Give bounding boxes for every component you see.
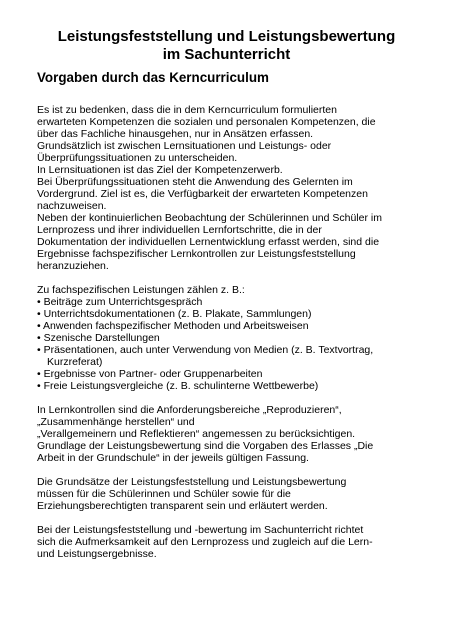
text-line: über das Fachliche hinausgehen, nur in Ansätzen erfassen. [37,128,314,140]
text-line: Arbeit in der Grundschule“ in der jeweils gültigen Fassung. [37,452,309,464]
list-item: • Anwenden fachspezifischer Methoden und Arbeitsweisen [37,320,309,332]
list-item: • Beiträge zum Unterrichtsgespräch [37,296,203,308]
text-line: Lernprozess und ihrer individuellen Lernfortschritte, die in der [37,224,322,236]
list-item: • Unterrichtsdokumentationen (z. B. Plakate, Sammlungen) [37,308,312,320]
text-line: Bei der Leistungsfeststellung und -bewertung im Sachunterricht richtet [37,524,364,536]
list-intro: Zu fachspezifischen Leistungen zählen z. B.: [37,284,245,296]
text-line: Ergebnisse fachspezifischer Lernkontrollen zur Leistungsfeststellung [37,248,356,260]
list-item: • Freie Leistungsvergleiche (z. B. schulinterne Wettbewerbe) [37,380,319,392]
text-line: In Lernkontrollen sind die Anforderungsbereiche „Reproduzieren“, [37,404,342,416]
text-line: Grundlage der Leistungsbewertung sind die Vorgaben des Erlasses „Die [37,440,374,452]
text-line: nachzuweisen. [37,200,107,212]
text-line: Die Grundsätze der Leistungsfeststellung und Leistungsbewertung [37,476,347,488]
text-line: Vordergrund. Ziel ist es, die Verfügbarkeit der erwarteten Kompetenzen [37,188,368,200]
text-line: Grundsätzlich ist zwischen Lernsituationen und Leistungs- oder [37,140,332,152]
text-line: Neben der kontinuierlichen Beobachtung der Schülerinnen und Schüler im [37,212,382,224]
document-title-line-1: Leistungsfeststellung und Leistungsbewertung [57,28,396,45]
text-line: Überprüfungssituationen zu unterscheiden. [37,152,238,164]
list-item: • Szenische Darstellungen [37,332,160,344]
text-line: erwarteten Kompetenzen die sozialen und personalen Kompetenzen, die [37,116,376,128]
text-line: heranzuziehen. [37,260,109,272]
section-subtitle: Vorgaben durch das Kerncurriculum [37,70,269,85]
list-item: • Ergebnisse von Partner- oder Gruppenarbeiten [37,368,263,380]
text-line: sich die Aufmerksamkeit auf den Lernprozess und zugleich auf die Lern- [37,536,373,548]
text-line: Erziehungsberechtigten transparent sein und erläutert werden. [37,500,328,512]
document-title-line-2: im Sachunterricht [162,46,291,63]
list-item: • Präsentationen, auch unter Verwendung von Medien (z. B. Textvortrag, [37,344,374,356]
text-line: „Zusammenhänge herstellen“ und [37,416,195,428]
text-line: und Leistungsergebnisse. [37,548,157,560]
text-line: Dokumentation der individuellen Lernentwicklung erfasst werden, sind die [37,236,380,248]
list-item-continuation: Kurzreferat) [47,356,103,368]
text-line: müssen für die Schülerinnen und Schüler sowie für die [37,488,291,500]
text-line: In Lernsituationen ist das Ziel der Kompetenzerwerb. [37,164,283,176]
text-line: Bei Überprüfungssituationen steht die Anwendung des Gelernten im [37,176,353,188]
text-line: „Verallgemeinern und Reflektieren“ angemessen zu berücksichtigen. [37,428,356,440]
text-line: Es ist zu bedenken, dass die in dem Kerncurriculum formulierten [37,104,337,116]
